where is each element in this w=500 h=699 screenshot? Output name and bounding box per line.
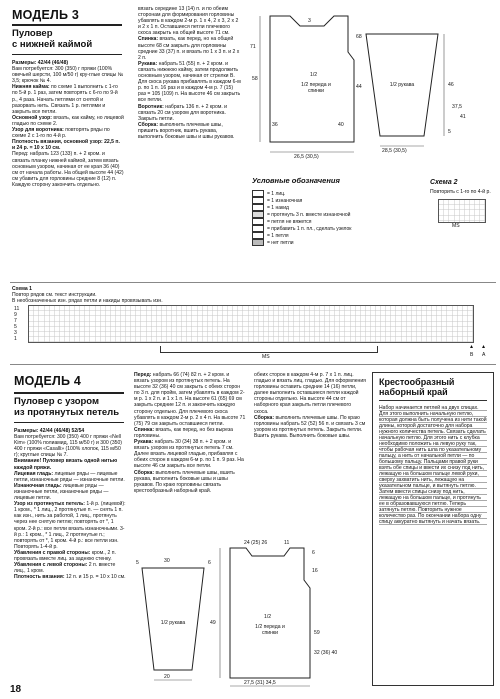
model3-diagram-label-36: 36	[272, 122, 278, 128]
model4-assembly-head: Сборка:	[134, 469, 155, 476]
model3-diagram-label-3: 3	[308, 18, 311, 24]
model4-text-column-1	[14, 428, 126, 580]
model3-text-column-2	[138, 6, 242, 140]
scheme1-subtitle: Повтор рядов см. текст инструкции.	[12, 292, 97, 299]
model3-diagram-label-body: 1/2 переда и спинки	[301, 82, 331, 95]
model4-diagram-label-sleeve: 1/2 рукава	[160, 620, 186, 626]
model4-dec-right-head: Убавления с правой стороны:	[14, 549, 91, 556]
model4-sleeves-head: Рукава:	[134, 439, 154, 446]
model4-body-piece	[230, 548, 310, 678]
scheme1-subtitle2: В необозначенных изн. рядах петли и накиды провязывать изн.	[12, 298, 163, 305]
legend-item-7: = 1 петля	[252, 232, 422, 239]
model3-col2-p1: вязать середине 13 (14) п. и по обеим сторонам для формирования горловины убавлять в каждом 2-м р. 1 х 4, 2 х 3, 2 х 2 и 2 х 1 п. Оставшиеся петли плечевого скоса закрыть на общей высоте 71 см.	[138, 6, 239, 37]
model3-sleeves: набрать 51 (55) п. + 2 кром. и связать нижнюю кайму, затем продолжить основным узором, начиная от стрелки В. Для скоса рукава прибавлять в каждом 6-м р. по 1 п. 16 раз и в каждом 4-м р. 7 (15) раз = 105 (109) п. На высоте 46 см закрыть все петли.	[138, 60, 241, 104]
model3-diagram-label-41: 41	[460, 114, 466, 120]
scheme2-grid	[438, 199, 486, 223]
model4-sizes: Размеры: 42/44 (46/48) 52/54	[14, 428, 85, 434]
model3-diagram-label-half: 1/2	[310, 72, 318, 78]
model3-diagram-label-5: 5	[448, 129, 451, 135]
scheme2-subtitle: Повторить с 1-го по 4-й р.	[430, 188, 491, 195]
model4-diagram-label-6a: 6	[312, 550, 315, 556]
model3-diagram-label-58: 58	[252, 76, 258, 82]
model4-face-head: Лицевая гладь:	[14, 470, 54, 477]
scheme1-header	[12, 286, 312, 304]
legend-item-1: = 1 лиц.	[252, 190, 422, 197]
model3-lower-trim-head: Нижняя кайма:	[12, 84, 50, 91]
model3-materials: Вам потребуется: 300 (350) г пряжи (100% овечьей шерсти, 100 м/50 г) кру-глые спицы № 3,5; крючок № 4.	[12, 66, 124, 85]
legend	[252, 176, 422, 246]
model4-title: МОДЕЛЬ 4	[14, 374, 81, 388]
model3-main-pattern-head: Основной узор:	[12, 114, 52, 121]
model4-attention: Внимание! Пуловер вязать одной нитью каждой пряжи.	[14, 458, 118, 471]
model4-purl-head: Изнаночная гладь:	[14, 482, 62, 489]
scheme1-label-a: A	[482, 352, 486, 358]
scheme1-title: Схема 1	[12, 286, 32, 292]
model4-diagram-label-59: 59	[314, 630, 320, 636]
scheme2-ms-label: MS	[452, 222, 460, 229]
model4-front: набрать 66 (74) 82 п. + 2 кром. и вязать узором из протянутых петель. На высоте 32 (36) 40 см закрыть с обеих сторон по 3 п. для пройм, затем убавлять в каждом 2-м р. 1 х 2 п. и 1 х 1 п. На высоте 61 (65) 69 см закрыть средние 12 п. и закончить каждую сторону отдельно. Для плечевого скоса убавлять в каждом 2-м р. 2 х 4 п. На высоте 71 (75) 79 см закрыть оставшиеся петли.	[134, 372, 246, 427]
scheme1-row-5: 5	[14, 324, 17, 330]
model4-dec-left-head: Убавления с левой стороны:	[14, 562, 88, 569]
model3-pattern-diagram	[248, 4, 496, 164]
scheme1-row-9: 9	[14, 312, 17, 318]
scheme1-grid	[28, 305, 474, 343]
model4-pattern-diagram	[134, 540, 366, 690]
legend-item-3: = 1 накид	[252, 204, 422, 211]
model3-diagram-label-44: 44	[356, 84, 362, 90]
model3-diagram-label-40: 40	[338, 122, 344, 128]
model3-diagram-label-sleeve: 1/2 рукава	[389, 82, 415, 88]
model4-subtitle-rule	[14, 422, 124, 423]
legend-title: Условные обозначения	[252, 176, 340, 185]
scheme1-ms-bracket	[160, 346, 378, 353]
model4-density-head: Плотность вязания:	[14, 574, 65, 581]
model3-collar: набрать 136 п. + 2 кром. и связать 20 см узором для воротника. Закрыть петли.	[138, 103, 227, 122]
model3-assembly-head: Сборка:	[138, 121, 159, 128]
model3-diagram-label-71: 71	[250, 44, 256, 50]
model3-subtitle-2: с нижней каймой	[12, 39, 93, 50]
model3-diagram-label-37-5: 37,5	[452, 104, 462, 110]
model3-text-column-1	[12, 60, 124, 188]
model4-front-head: Перед:	[134, 372, 152, 378]
cross-edge-box	[372, 372, 494, 686]
model3-title: МОДЕЛЬ 3	[12, 8, 79, 22]
model3-title-rule	[12, 24, 122, 26]
model4-diagram-label-32: 32 (36) 40	[314, 650, 338, 656]
page-number: 18	[10, 684, 22, 695]
model3-density: Плотность вязания, основной узор: 22,5 п. и 24 р. = 10 х 10 см.	[12, 139, 120, 152]
scheme1-row-7: 7	[14, 318, 17, 324]
model4-diagram-label-half: 1/2	[264, 614, 272, 620]
model4-subtitle-1: Пуловер с узором	[14, 396, 100, 407]
model3-subtitle-1: Пуловер	[12, 28, 53, 39]
model4-col3-assembly-head: Сборка:	[254, 414, 275, 421]
scheme1-label-b: B	[470, 352, 474, 358]
scheme1-row-labels	[14, 306, 26, 342]
model4-density: 12 п. и 15 р. = 10 х 10 см.	[65, 574, 126, 581]
model4-face: лицевые ряды — лицевые петли, изнаночные ряды — изнаночные петли.	[14, 470, 125, 483]
legend-item-2: = 1 изнаночная	[252, 197, 422, 204]
model3-main-pattern: вязать, как кайму, но лицевой гладью по схеме 2.	[12, 114, 124, 127]
model4-diagram-label-30: 30	[164, 558, 170, 564]
scheme1-row-11: 11	[14, 306, 20, 312]
model4-back: вязать, как перед, но без выреза горловины.	[134, 426, 233, 439]
model4-title-rule	[14, 392, 124, 394]
model4-pattern-head: Узор из протянутых петель:	[14, 501, 85, 508]
scheme1-ms-label: MS	[262, 354, 270, 360]
model3-diagram-label-68: 68	[356, 34, 362, 40]
model3-lower-trim: по схеме 1 выполнить с 1-го по 5-й р. 1 раз, затем повторять с 6-го по 9-й р., 4 раза. Начать петлями от снятой и разорвать нить. Связать 1 р. петлями и закрыть все петли.	[12, 84, 118, 115]
model3-neckline: повторять ряды по схеме 2 с 1-го по 4-й р.	[12, 127, 110, 140]
legend-item-4: = протянуть 3 п. вместе изнаночной	[252, 211, 422, 218]
scheme1-arrow-b: ▲	[469, 344, 475, 350]
model4-materials: Вам потребуется: 300 (350) 400 г пряжи «Nell Kim» (100% полиамид, 115 м/50 г) и 300 (350) 400 г пряжи «Casalli» (100% хлопок, 115 м/50 г); круглые спицы № 7.	[14, 434, 123, 459]
model4-subtitle-2: из протянутых петель	[14, 407, 120, 418]
scheme2	[430, 178, 496, 229]
model4-sleeve-piece	[142, 568, 204, 670]
model4-diagram-label-20: 20	[164, 674, 170, 680]
model4-diagram-label-49: 49	[210, 620, 216, 626]
divider-middle	[10, 364, 496, 365]
model3-back-head: Спинка:	[138, 36, 159, 43]
cross-edge-title-1: Крестообразный	[379, 377, 455, 387]
model4-purl: лицевые ряды — изнаночные петли, изнаночные ряды — лицевые петли.	[14, 482, 109, 502]
model3-back: вязать, как перед, но на общей высоте 68 см закрыть для горловины средние 33 (37) п. и вязать по 1 х 3 п. и 2 х 2 п.	[138, 36, 240, 61]
model3-subtitle-rule	[12, 54, 122, 55]
model3-diagram-label-26-5: 26,5 (30,5)	[294, 154, 319, 160]
model3-sleeves-head: Рукава:	[138, 60, 158, 67]
model4-back-head: Спинка:	[134, 426, 155, 433]
model4-diagram-label-body: 1/2 переда и спинки	[255, 624, 285, 637]
model4-sleeves: набрать 30 (34) 38 п. + 2 кром. и вязать узором из протянутых петель 7 см. Далее вязать лицевой гладью, прибавляя с обеих сторон в каждом 6-м р. по 1 п. 9 раз. На высоте 46 см закрыть все петли.	[134, 439, 244, 470]
model3-sizes: Размеры: 42/44 (46/48)	[12, 60, 69, 66]
model4-diagram-label-11: 11	[284, 540, 290, 546]
model4-dec-left: 2 п. вместе лиц., 1 кром.	[14, 562, 116, 575]
model4-diagram-label-width: 27,5 (31) 34,5	[244, 680, 276, 686]
model4-col3-assembly: выполнить плечевые швы. По краю горловины набрать 52 (52) 56 п. и связать 3 см узором из протянутых петель. Закрыть петли. Вшить рукава. Выполнить боковые швы.	[254, 414, 366, 439]
model3-neckline-head: Узор для воротника:	[12, 127, 64, 134]
model4-col3-p1: обеих сторон в каждом 4-м р. 7 х 1 п. лиц. гладью и вязать лиц. гладью. Для оформления горловины оставить средние 14 (16) петли, далее выполнить оставшиеся петли каждой стороны отдельно. На высоте 44 см от наборного края закрыть петли плечевого скоса.	[254, 372, 366, 415]
legend-item-8: = нет петли	[252, 239, 422, 246]
scheme1-arrow-a: ▲	[481, 344, 487, 350]
scheme1-row-3: 3	[14, 330, 17, 336]
cross-edge-title-2: наборный край	[379, 387, 448, 397]
scheme2-title: Схема 2	[430, 179, 458, 186]
model3-collar-head: Воротник:	[138, 103, 164, 110]
model4-dec-right: кром., 2 п. провязать вместе лиц. за заднюю стенку.	[14, 549, 116, 562]
model4-diagram-label-5: 5	[136, 560, 139, 566]
model3-front: Перед: набрать 123 (133) п. + 2 кром. и связать планку нижней каймой, затем вязать основным узором, начиная от ее края 36 (40) см от начала работы. На общей высоте 44 (42) см убавить для горловины средние 8 (12) п. Каждую сторону закончить отдельно.	[12, 151, 124, 188]
model4-diagram-label-neck: 24 (25) 26	[244, 540, 268, 546]
model4-assembly: выполнить плечевые швы, вшить рукава, выполнить боковые швы и швы рукавов. По краю горловины связать крестообразный наборный край.	[134, 469, 235, 494]
legend-item-6: = прибавить 1 п. пл., сделать узелок	[252, 225, 422, 232]
model3-assembly: выполнить плечевые швы, пришить воротник, вшить рукава, выполнить боковые швы и швы рукавов.	[138, 121, 235, 140]
model4-diagram-label-16: 16	[312, 568, 318, 574]
model4-pattern: 1-й р. (лицевой): 1 кром., * 1 лиц., 2 протянутые п. — снять 1 п. как изн., нить за работой, 1 лиц., протянуть через нее снятую петлю; повторять от *, 1 кром. 2-й р.: все петли вязать изнаночными. 3-й р.: 1 кром., * 1 лиц., 2 протянутые п.; повторять от *, 1 кром. 4-й р.: все петли изн. Повторять 1-4-й р.	[14, 501, 126, 550]
model4-text-column-2	[134, 372, 246, 494]
scheme1-row-1: 1	[14, 336, 17, 342]
divider-top	[10, 282, 496, 283]
model4-diagram-label-6b: 6	[208, 560, 211, 566]
model4-text-column-3	[254, 372, 366, 439]
legend-item-5: = петля не вяжется	[252, 218, 422, 225]
model3-diagram-label-28-5: 28,5 (30,5)	[382, 148, 407, 154]
cross-edge-text: Набор начинается петлей на двух спицах. Для этого выполнить начальную петлю, которая должна быть получена из нити такой длины, которой достаточно для набора нужного количества петель. Связать сделать начальную петлю. Для этого нить с клубка необходимо положить на левую руку так, чтобы рабочая нить шла по указательному пальцу, а нить от начальной петли — по большому пальцу. Пальцами правой руки взять обе спицы и ввести их снизу под нить, лежащую на большом пальце левой руки, сверху захватить нить, лежащую на указательном пальце, и вытянуть петлю. Затем ввести спицы снизу под нить, лежащую на большом пальце, и протянуть ее в образовавшуюся петлю. Теперь затянуть петлю. Повторить нужное количество раз. По окончании набора одну спицу аккуратно вытянуть и начать вязать.	[379, 405, 487, 525]
model3-diagram-label-46: 46	[448, 82, 454, 88]
